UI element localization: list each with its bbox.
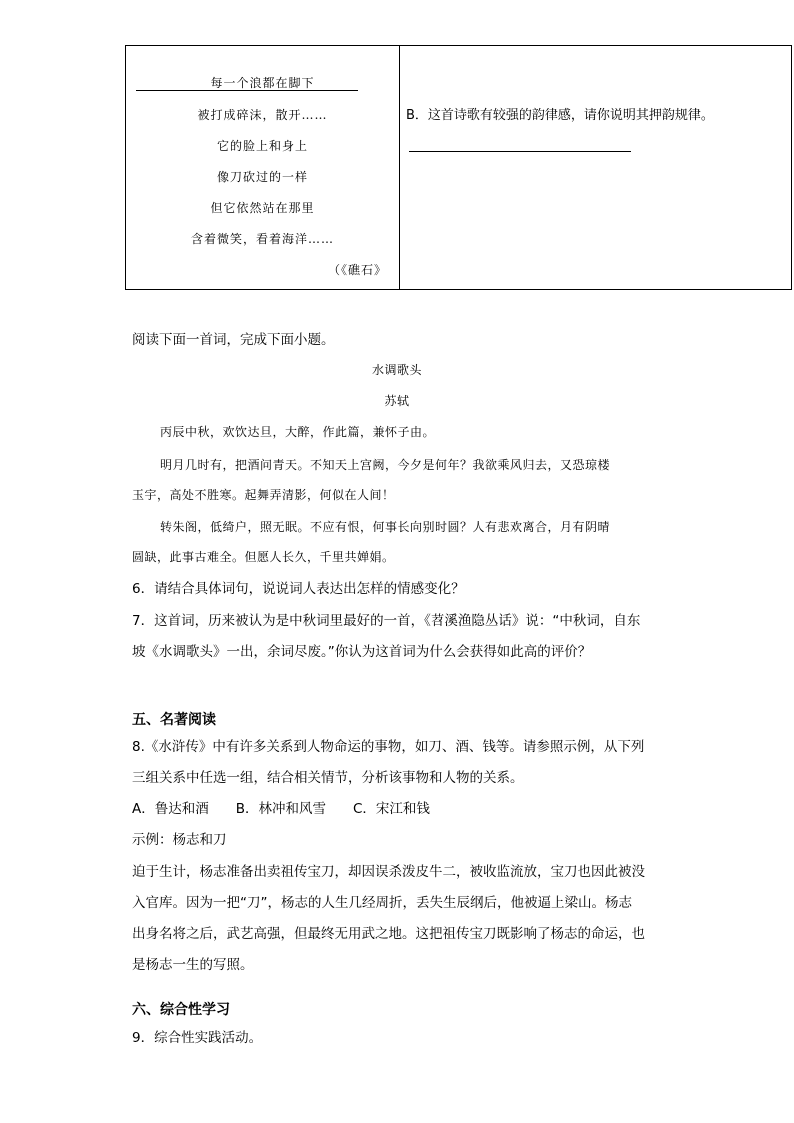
- section5-heading: 五、名著阅读: [132, 712, 216, 728]
- poem-para1-line2: 玉宇，高处不胜寒。起舞弄清影，何似在人间！: [132, 488, 395, 502]
- poem-para2-line1: 转朱阁，低绮户，照无眠。不应有恨，何事长向别时圆？人有悲欢离合，月有阴晴: [160, 520, 611, 534]
- table-divider: [399, 46, 400, 289]
- example-label: 示例：杨志和刀: [132, 832, 227, 848]
- poem-line-5: 但它依然站在那里: [210, 201, 315, 215]
- question-8-line2: 三组关系中任选一组，结合相关情节，分析该事物和人物的关系。: [132, 770, 524, 786]
- poem-para2-line2: 圆缺，此事古难全。但愿人长久，千里共婵娟。: [132, 550, 395, 564]
- answer-line-b: [409, 151, 631, 152]
- poem-line-1: 每一个浪都在脚下: [210, 76, 315, 90]
- question-8-line1: 8.《水浒传》中有许多关系到人物命运的事物，如刀、酒、钱等。请参照示例，从下列: [132, 739, 645, 755]
- poem-preface: 丙辰中秋，欢饮达旦，大醉，作此篇，兼怀子由。: [160, 425, 436, 439]
- question-8-options: A．鲁达和酒 B．林冲和风雪 C．宋江和钱: [132, 801, 430, 817]
- example-line4: 是杨志一生的写照。: [132, 957, 254, 973]
- poem-author: 苏轼: [384, 394, 410, 408]
- answer-line-a: [136, 90, 358, 91]
- reading-intro: 阅读下面一首词，完成下面小题。: [132, 332, 335, 348]
- question-7-line2: 坡《水调歌头》一出，余词尽废。”你认为这首词为什么会获得如此高的评价？: [132, 644, 592, 660]
- question-9: 9．综合性实践活动。: [132, 1030, 263, 1046]
- poem-question-table: [125, 45, 792, 290]
- section6-heading: 六、综合性学习: [132, 1002, 230, 1018]
- question-b: B．这首诗歌有较强的韵律感，请你说明其押韵规律。: [406, 108, 714, 123]
- poem-line-6: 含着微笑，看着海洋……: [190, 232, 334, 246]
- poem-title: 水调歌头: [371, 363, 422, 377]
- poem-line-3: 它的脸上和身上: [216, 139, 308, 153]
- example-line2: 入官库。因为一把“刀”，杨志的人生几经周折，丢失生辰纲后，他被逼上梁山。杨志: [132, 895, 632, 911]
- example-line3: 出身名将之后，武艺高强，但最终无用武之地。这把祖传宝刀既影响了杨志的命运，也: [132, 926, 645, 942]
- poem-source: （《礁石》: [327, 263, 387, 277]
- poem-line-2: 被打成碎沫，散开……: [197, 108, 328, 122]
- question-6: 6．请结合具体词句，说说词人表达出怎样的情感变化？: [132, 581, 465, 597]
- poem-para1-line1: 明月几时有，把酒问青天。不知天上宫阙，今夕是何年？我欲乘风归去，又恐琼楼: [160, 458, 611, 472]
- question-7-line1: 7．这首词，历来被认为是中秋词里最好的一首，《苕溪渔隐丛话》说：“中秋词，自东: [132, 613, 641, 629]
- poem-line-4: 像刀砍过的一样: [216, 170, 308, 184]
- example-line1: 迫于生计，杨志准备出卖祖传宝刀，却因误杀泼皮牛二，被收监流放，宝刀也因此被没: [132, 864, 645, 880]
